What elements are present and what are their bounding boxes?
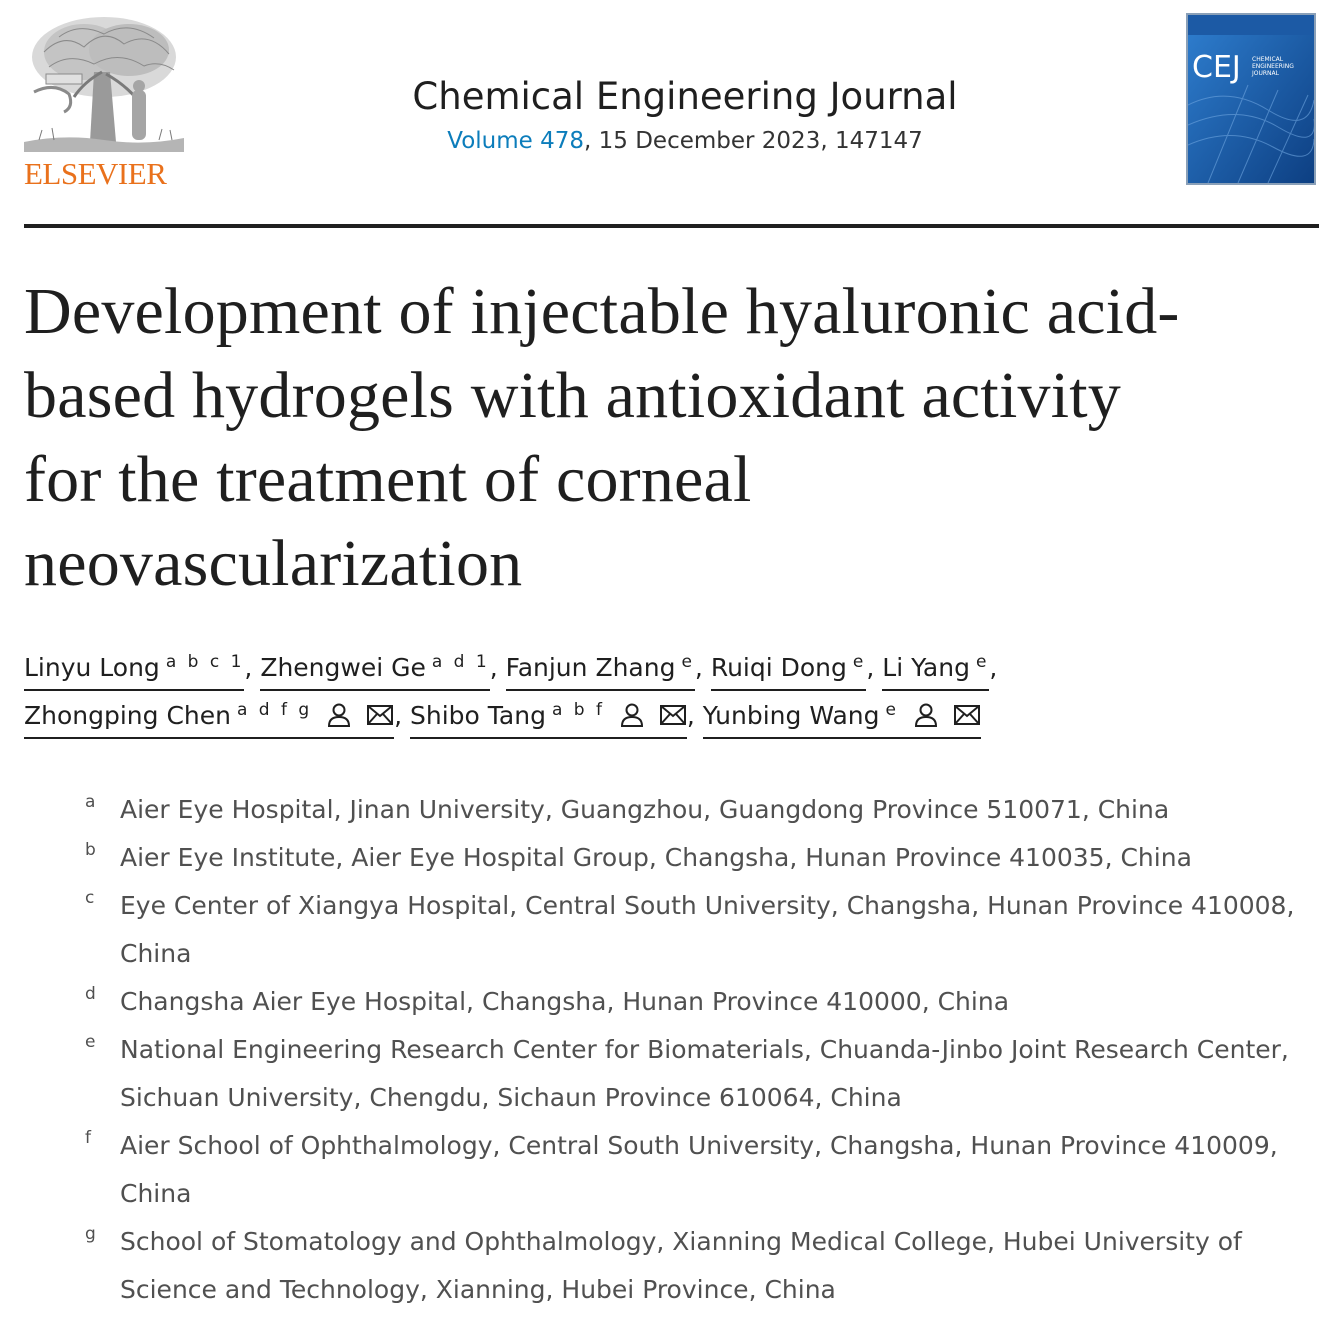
affiliation-label: a: [85, 792, 96, 812]
journal-cover[interactable]: [1186, 13, 1316, 185]
affiliation-text: Aier Eye Hospital, Jinan University, Guangzhou, Guangdong Province 510071, China: [120, 795, 1170, 824]
affiliation-item: [80, 1026, 1310, 1122]
header-divider: [24, 224, 1319, 228]
affiliation-label: c: [85, 888, 95, 908]
affiliation-item: [80, 834, 1310, 882]
title-line: neovascularization: [24, 527, 523, 600]
affiliation-text: Eye Center of Xiangya Hospital, Central South University, Changsha, Hunan Province 410008, China: [120, 891, 1295, 968]
affiliation-text: National Engineering Research Center for Biomaterials, Chuanda-Jinbo Joint Research Center, Sichuan University, Chengdu, Sichaun Province 610064, China: [120, 1035, 1289, 1112]
author-name: Zhengwei Ge: [260, 653, 426, 682]
author-link[interactable]: [703, 695, 981, 739]
author-name: Ruiqi Dong: [710, 653, 847, 682]
cover-subtitle-3: JOURNAL: [1252, 70, 1279, 77]
person-icon: [326, 702, 352, 728]
affiliation-text: Aier School of Ophthalmology, Central South University, Changsha, Hunan Province 410009, China: [120, 1131, 1278, 1208]
author-affiliation-refs: e: [852, 652, 867, 672]
affiliation-item: [80, 1122, 1310, 1218]
title-line: based hydrogels with antioxidant activity: [24, 359, 1121, 432]
affiliation-label: b: [85, 840, 96, 860]
affiliation-label: d: [85, 984, 96, 1004]
author-link[interactable]: [24, 695, 394, 739]
author-affiliation-refs: a d f g: [236, 700, 313, 720]
envelope-icon: [953, 702, 981, 728]
affiliation-item: [80, 882, 1310, 978]
envelope-icon: [659, 702, 687, 728]
affiliation-item: [80, 978, 1310, 1026]
author-link[interactable]: [711, 647, 867, 691]
author-separator: ,: [489, 653, 498, 682]
author-affiliation-refs: e: [681, 652, 695, 672]
author-link[interactable]: [24, 647, 244, 691]
author-link[interactable]: [882, 647, 989, 691]
author-name: Yunbing Wang: [702, 701, 880, 730]
title-line: Development of injectable hyaluronic acid-: [24, 275, 1180, 348]
envelope-icon: [366, 702, 394, 728]
affiliation-label: f: [85, 1128, 91, 1148]
author-separator: ,: [866, 653, 875, 682]
author-separator: ,: [394, 701, 403, 730]
affiliation-label: g: [85, 1224, 96, 1244]
publisher-name: ELSEVIER: [24, 156, 167, 191]
author-separator: ,: [244, 653, 253, 682]
cover-abbrev: CEJ: [1192, 50, 1241, 85]
author-affiliation-refs: a d 1: [431, 652, 490, 672]
author-name: Fanjun Zhang: [505, 653, 676, 682]
affiliation-label: e: [85, 1032, 96, 1052]
author-list: [24, 644, 1324, 740]
person-icon: [619, 702, 645, 728]
author-separator: ,: [686, 701, 695, 730]
author-link[interactable]: [260, 647, 489, 691]
cover-subtitle-1: CHEMICAL: [1252, 56, 1284, 63]
cover-image: [1188, 15, 1314, 183]
author-link[interactable]: [410, 695, 687, 739]
author-affiliation-refs: a b c 1: [165, 652, 245, 672]
author-link[interactable]: [506, 647, 695, 691]
journal-title-link[interactable]: Chemical Engineering Journal: [412, 75, 958, 118]
affiliation-text: Aier Eye Institute, Aier Eye Hospital Group, Changsha, Hunan Province 410035, China: [120, 843, 1192, 872]
affiliation-item: [80, 786, 1310, 834]
article-title: [24, 270, 1324, 606]
cover-subtitle-2: ENGINEERING: [1252, 63, 1294, 70]
author-separator: ,: [989, 653, 998, 682]
volume-link[interactable]: Volume 478: [447, 128, 585, 154]
affiliation-text: Changsha Aier Eye Hospital, Changsha, Hunan Province 410000, China: [120, 987, 1010, 1016]
elsevier-tree-icon: [24, 12, 184, 152]
author-affiliation-refs: a b f: [551, 700, 605, 720]
person-icon: [913, 702, 939, 728]
affiliation-text: School of Stomatology and Ophthalmology, Xianning Medical College, Hubei University of Science and Technology, Xianning, Hubei Province, China: [120, 1227, 1242, 1304]
journal-header: [200, 72, 1170, 158]
author-name: Linyu Long: [24, 653, 160, 682]
author-separator: ,: [694, 653, 703, 682]
author-name: Shibo Tang: [410, 701, 546, 730]
affiliation-item: [80, 1218, 1310, 1314]
author-name: Li Yang: [882, 653, 970, 682]
affiliation-list: [80, 786, 1310, 1314]
author-name: Zhongping Chen: [24, 701, 231, 730]
citation-details: , 15 December 2023, 147147: [584, 128, 923, 154]
author-affiliation-refs: e: [975, 652, 990, 672]
title-line: for the treatment of corneal: [24, 443, 752, 516]
author-affiliation-refs: e: [885, 700, 899, 720]
citation-line: [200, 124, 1170, 158]
